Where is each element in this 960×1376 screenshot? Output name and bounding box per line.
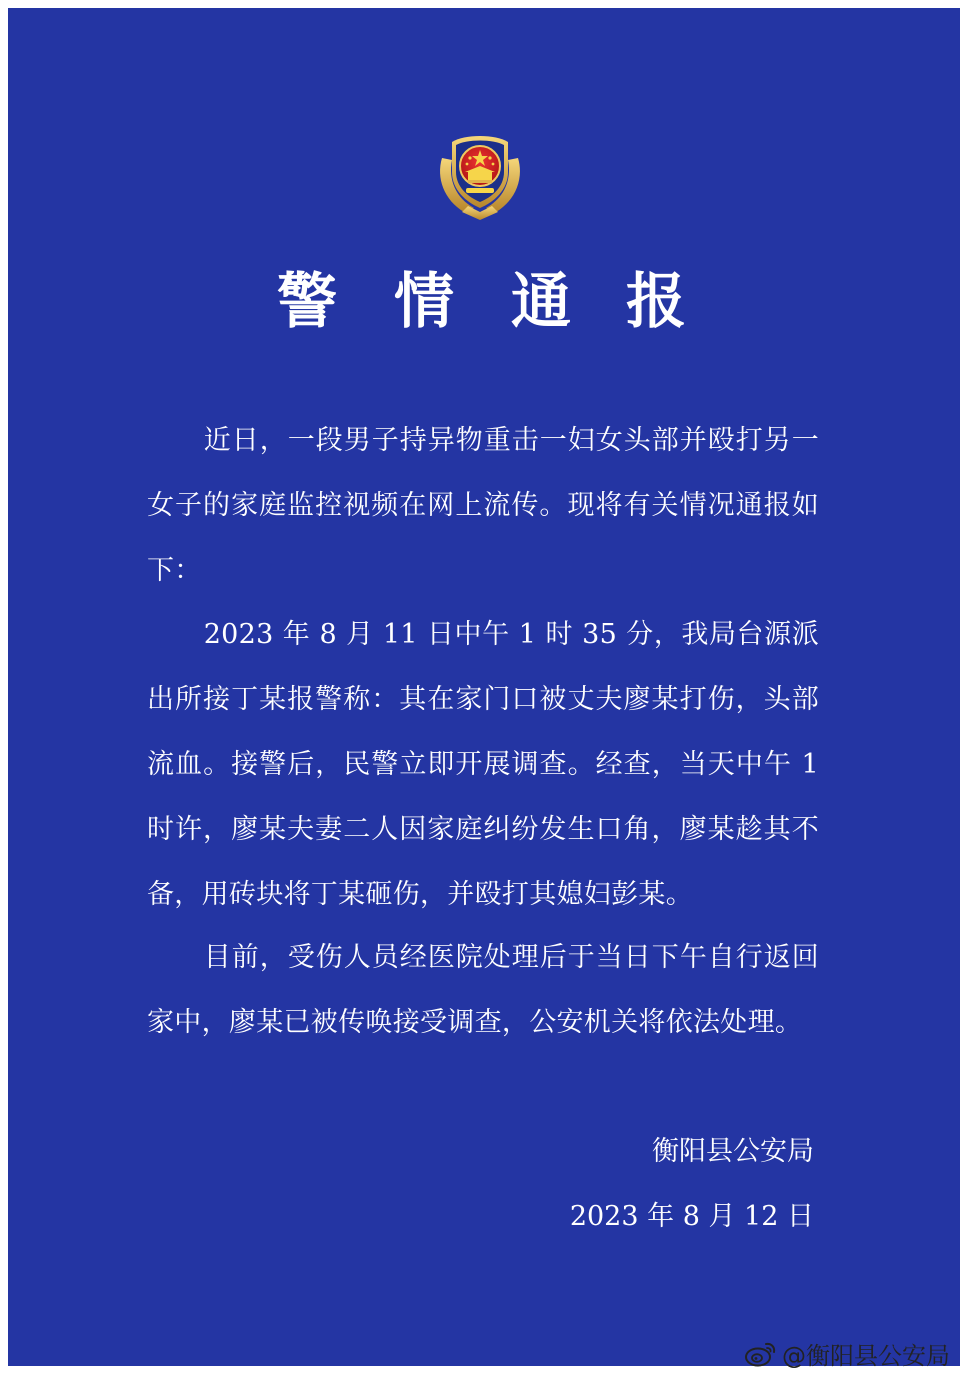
title-char: 警 xyxy=(277,267,337,337)
signature-date: 2023 年 8 月 12 日 xyxy=(569,1201,814,1232)
title-char: 报 xyxy=(626,267,686,337)
police-emblem-icon xyxy=(434,128,526,222)
weibo-icon xyxy=(744,1338,778,1368)
title-char: 通 xyxy=(511,267,571,337)
title-char: 情 xyxy=(394,267,454,337)
notice-paragraph-status: 目前，受伤人员经医院处理后于当日下午自行返回家中，廖某已被传唤接受调查，公安机关将依法处理。 xyxy=(147,942,819,1038)
notice-paragraph-intro: 近日，一段男子持异物重击一妇女头部并殴打另一女子的家庭监控视频在网上流传。现将有关情况通报如下： xyxy=(147,425,819,586)
weibo-watermark xyxy=(744,1336,950,1370)
notice-title xyxy=(0,262,960,342)
notice-paragraph-details: 2023 年 8 月 11 日中午 1 时 35 分，我局台源派出所接丁某报警称：其在家门口被丈夫廖某打伤，头部流血。接警后，民警立即开展调查。经查，当天中午 1 时许，廖某夫妻二人因家庭纠纷发生口角，廖某趁其不备，用砖块将丁某砸伤，并殴打其媳妇彭某。 xyxy=(147,619,819,910)
watermark-text: @衡阳县公安局 xyxy=(782,1341,950,1370)
signature-organization: 衡阳县公安局 xyxy=(652,1136,814,1167)
